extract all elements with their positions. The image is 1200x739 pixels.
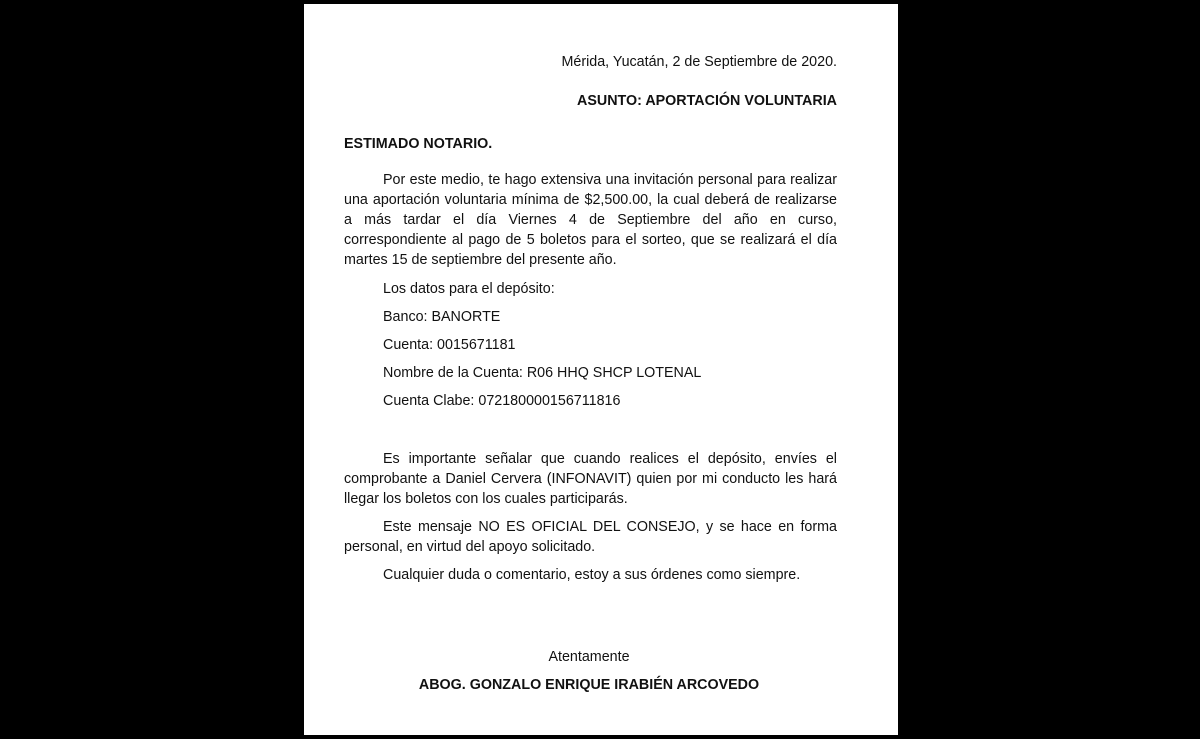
intro-paragraph: Por este medio, te hago extensiva una invitación personal para realizar una aportación voluntaria mínima de $2,500.00, la cual deberá de realizarse a más tardar el día Viernes 4 de Septiembre del año en curso, correspondiente al pago de 5 boletos para el sorteo, que se realizará el día martes 15 de septiembre del presente año. bbox=[344, 172, 837, 268]
deposit-clabe: Cuenta Clabe: 072180000156711816 bbox=[383, 393, 621, 409]
deposit-account: Cuenta: 0015671181 bbox=[383, 337, 516, 353]
signer-name: ABOG. GONZALO ENRIQUE IRABIÉN ARCOVEDO bbox=[418, 677, 760, 693]
regards-line: Atentamente bbox=[548, 649, 630, 665]
letter-page bbox=[304, 4, 898, 735]
important-paragraph: Es importante señalar que cuando realices el depósito, envíes el comprobante a Daniel Cervera (INFONAVIT) quien por mi conducto les hará llegar los boletos con los cuales participarás. bbox=[344, 451, 837, 507]
deposit-bank: Banco: BANORTE bbox=[383, 309, 501, 325]
notice-paragraph: Este mensaje NO ES OFICIAL DEL CONSEJO, y se hace en forma personal, en virtud del apoyo solicitado. bbox=[344, 519, 837, 555]
closing-paragraph: Cualquier duda o comentario, estoy a sus órdenes como siempre. bbox=[383, 567, 801, 583]
place-date: Mérida, Yucatán, 2 de Septiembre de 2020. bbox=[561, 54, 837, 70]
deposit-heading: Los datos para el depósito: bbox=[383, 281, 555, 297]
salutation: ESTIMADO NOTARIO. bbox=[344, 136, 493, 152]
deposit-account-name: Nombre de la Cuenta: R06 HHQ SHCP LOTENAL bbox=[383, 365, 702, 381]
subject-line: ASUNTO: APORTACIÓN VOLUNTARIA bbox=[577, 93, 837, 109]
